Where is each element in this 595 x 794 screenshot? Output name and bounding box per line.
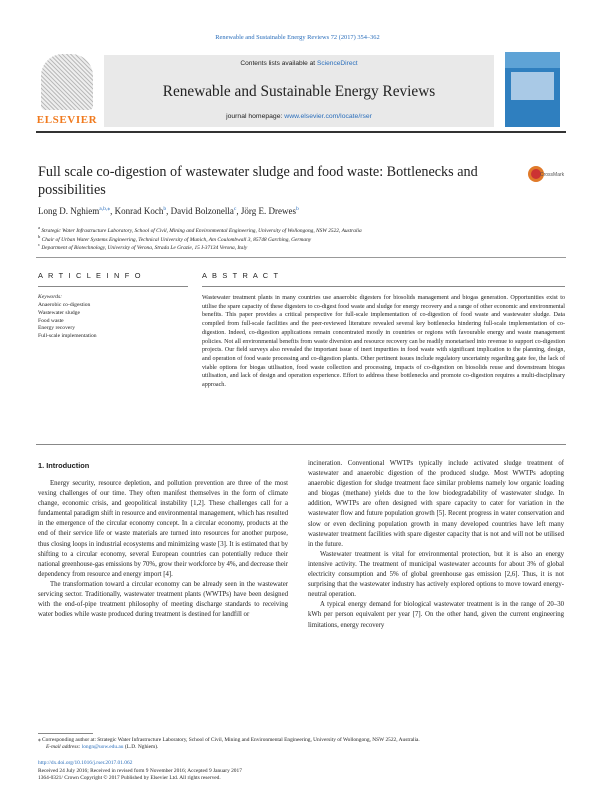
affiliation-text: Chair of Urban Water Systems Engineering, Technical University of Munich, Am Coulombwall 3, 85748 Garching, Germany <box>41 236 312 243</box>
homepage-prefix: journal homepage: <box>226 113 285 120</box>
author-name[interactable]: David Bolzonella <box>170 206 234 216</box>
article-info-heading: A R T I C L E I N F O <box>38 271 143 280</box>
journal-cover-thumbnail[interactable] <box>505 52 560 127</box>
corresponding-author-note: ⁎ Corresponding author at: Strategic Water Infrastructure Laboratory, School of Civil, Mining and Environmental Engineering, University of Wollongong, NSW 2522, Australia. <box>38 737 420 743</box>
author-affil-mark[interactable]: b <box>163 206 167 212</box>
elsevier-logo <box>36 52 98 128</box>
article-info-rule <box>38 286 188 287</box>
keyword: Energy recovery <box>38 325 76 332</box>
elsevier-wordmark: ELSEVIER <box>36 114 98 126</box>
affiliation-text: Strategic Water Infrastructure Laboratory, School of Civil, Mining and Environmental Engineering, University of Wollongong, NSW 2522, Australia <box>41 227 362 234</box>
elsevier-tree-icon <box>41 54 93 110</box>
author-name[interactable]: Jörg E. Drewes <box>240 206 296 216</box>
affiliation-mark: c <box>38 242 40 247</box>
received-dates: Received 24 July 2016; Received in revised form 9 November 2016; Accepted 9 January 2017 <box>38 767 242 774</box>
body-column-left <box>38 479 288 620</box>
author-name[interactable]: Long D. Nghiem <box>38 206 100 216</box>
copyright-line: 1364-0321/ Crown Copyright © 2017 Published by Elsevier Ltd. All rights reserved. <box>38 775 221 782</box>
sciencedirect-link[interactable]: ScienceDirect <box>316 60 358 67</box>
publication-info <box>38 760 568 783</box>
affiliation-text: Department of Biotechnology, University of Verona, Strada Le Grazie, 15 I-37134 Verona, Italy <box>41 244 248 251</box>
abstract-heading: A B S T R A C T <box>202 271 280 280</box>
contents-prefix: Contents lists available at <box>240 60 317 67</box>
crossmark-label: CrossMark <box>540 172 565 178</box>
keywords-label: Keywords: <box>38 294 63 300</box>
doi-link[interactable]: http://dx.doi.org/10.1016/j.rser.2017.01.062 <box>38 760 133 766</box>
body-paragraph: A typical energy demand for biological wastewater treatment is in the range of 20–30 kWh per person equivalent per year [7]. On the other hand, given the current engineering limitations, energy recovery <box>308 601 564 629</box>
email-label: E-mail address: <box>46 744 82 751</box>
cover-image <box>511 72 554 100</box>
author-affil-mark[interactable]: b <box>295 206 299 212</box>
keyword: Full-scale implementation <box>38 333 97 340</box>
footnote-rule <box>38 733 93 734</box>
abstract-bottom-rule <box>36 444 566 445</box>
footnote <box>38 737 568 751</box>
keyword: Anaerobic co-digestion <box>38 302 91 308</box>
journal-reference[interactable]: Renewable and Sustainable Energy Reviews 72 (2017) 354–362 <box>215 34 380 41</box>
author-list: Long D. Nghiem$^{a,b,⁎}$, Konrad Koch$^b$, David Bolzonella$^c$, Jörg E. Drewes$^b$ <box>38 206 299 216</box>
crossmark-badge[interactable] <box>528 166 565 190</box>
cover-band <box>505 52 560 68</box>
journal-homepage <box>104 113 494 120</box>
abstract-text: Wastewater treatment plants in many countries use anaerobic digesters for biosolids management and biogas generation. Opportunities exist to utilise the spare capacity of these digesters to co-digest food waste and sludge for energy recovery and a range of other economic and environmental benefits. This paper provides a critical perspective for full-scale implementation of co-digestion of food waste and wastewater sludge. Data compiled from full-scale facilities and the peer-reviewed literature revealed several key bottlenecks hindering full-scale implementation of co-digestion. Indeed, co-digestion applications remain concentrated mostly in countries or regions with favourable energy and waste management policies. Not all environmental benefits from waste diversion and resource recovery can be readily monetarised into revenue to support co-digestion projects. Our field surveys also revealed the important issue of inert impurities in food waste with significant implication to the planning, design, and operation of food waste processing and co-digestion plants. Other pertinent issues include regulatory uncertainty regarding gate fee, the lack of viable options for biogas utilisation, food waste collection and processing, impacts of co-digestion on biosolids reuse and downstream biogas utilisation, and lack of design and operation experience. Effort to address these bottlenecks and promote co-digestion requires a multi-disciplinary approach. <box>202 295 565 389</box>
affiliation-mark: b <box>38 234 41 239</box>
article-title: Full scale co-digestion of wastewater sludge and food waste: Bottlenecks and possibilities <box>38 164 478 198</box>
body-paragraph: The transformation toward a circular economy can be already seen in the wastewater servicing sector. Traditionally, wastewater treatment plants (WWTPs) have been designed with the end-of-pipe treatment philosophy of meeting discharge standards to receiving water bodies while waste produced during treatment is destined for landfill or <box>38 580 288 619</box>
author-affil-mark[interactable]: c <box>233 206 237 212</box>
header-rule <box>36 131 566 133</box>
author-name[interactable]: Konrad Koch <box>114 206 164 216</box>
keyword: Wastewater sludge <box>38 309 80 316</box>
affiliation <box>38 225 558 234</box>
body-paragraph: incineration. Conventional WWTPs typically include activated sludge treatment of wastewater and anaerobic digestion of the produced sludge. Most WWTPs adopting anaerobic digestion for sludge treatment face similar problems namely low organic loading and biogas (methane) yields due to the low biodegradability of wastewater sludge. In addition, WWTPs are often designed with spare capacity to cater for variation in the wastewater flow and future population growth [5]. Recent progress in water conservation and slow or even declining population growth in many developed countries have left many wastewater treatment facilities with spare digester capacity that is not and will not be utilised in the future. <box>308 460 564 548</box>
contents-line <box>104 60 494 67</box>
journal-title: Renewable and Sustainable Energy Reviews <box>162 83 436 100</box>
email-link[interactable]: longn@uow.edu.au <box>81 744 124 751</box>
email-suffix: (L.D. Nghiem). <box>123 744 159 751</box>
affiliation <box>38 242 558 251</box>
author-affil-mark[interactable]: a,b,⁎ <box>99 206 111 212</box>
affiliation-rule <box>36 257 566 258</box>
abstract-rule <box>202 286 565 287</box>
homepage-link[interactable]: www.elsevier.com/locate/rser <box>284 113 372 120</box>
section-heading-introduction: 1. Introduction <box>38 461 90 470</box>
keyword: Food waste <box>38 317 64 324</box>
affiliation-mark: a <box>38 225 40 230</box>
body-paragraph: Energy security, resource depletion, and pollution prevention are three of the most vexing challenges of our time. They often manifest themselves in the form of climate change, economic crisis, and geopolitical instability [1,2]. These challenges call for a fundamental paradigm shift in resource and environmental management, which has resulted in the emergence of the circular economy concept. In a circular economy, products at the end of their service life or waste materials are turned into resources for another purpose, thus closing loops in industrial ecosystems and minimizing waste [3]. It is estimated that by shifting to a circular economy, several European countries can potentially reduce their national greenhouse-gas emissions by 70%, grow their workforce by 4%, and decrease their dependency from resource and energy import [4]. <box>38 480 288 578</box>
email-line <box>38 744 568 751</box>
keywords-list <box>38 302 97 341</box>
body-paragraph: Wastewater treatment is vital for environmental protection, but it is also an energy intensive activity. The treatment of municipal wastewater accounts for about 3% of global electricity consumption and 5% of global greenhouse gas emission [2,6]. Thus, it is not surprising that the wastewater industry has actively explored options to move toward energy-neutral operation. <box>308 550 564 599</box>
body-column-right <box>308 459 564 631</box>
